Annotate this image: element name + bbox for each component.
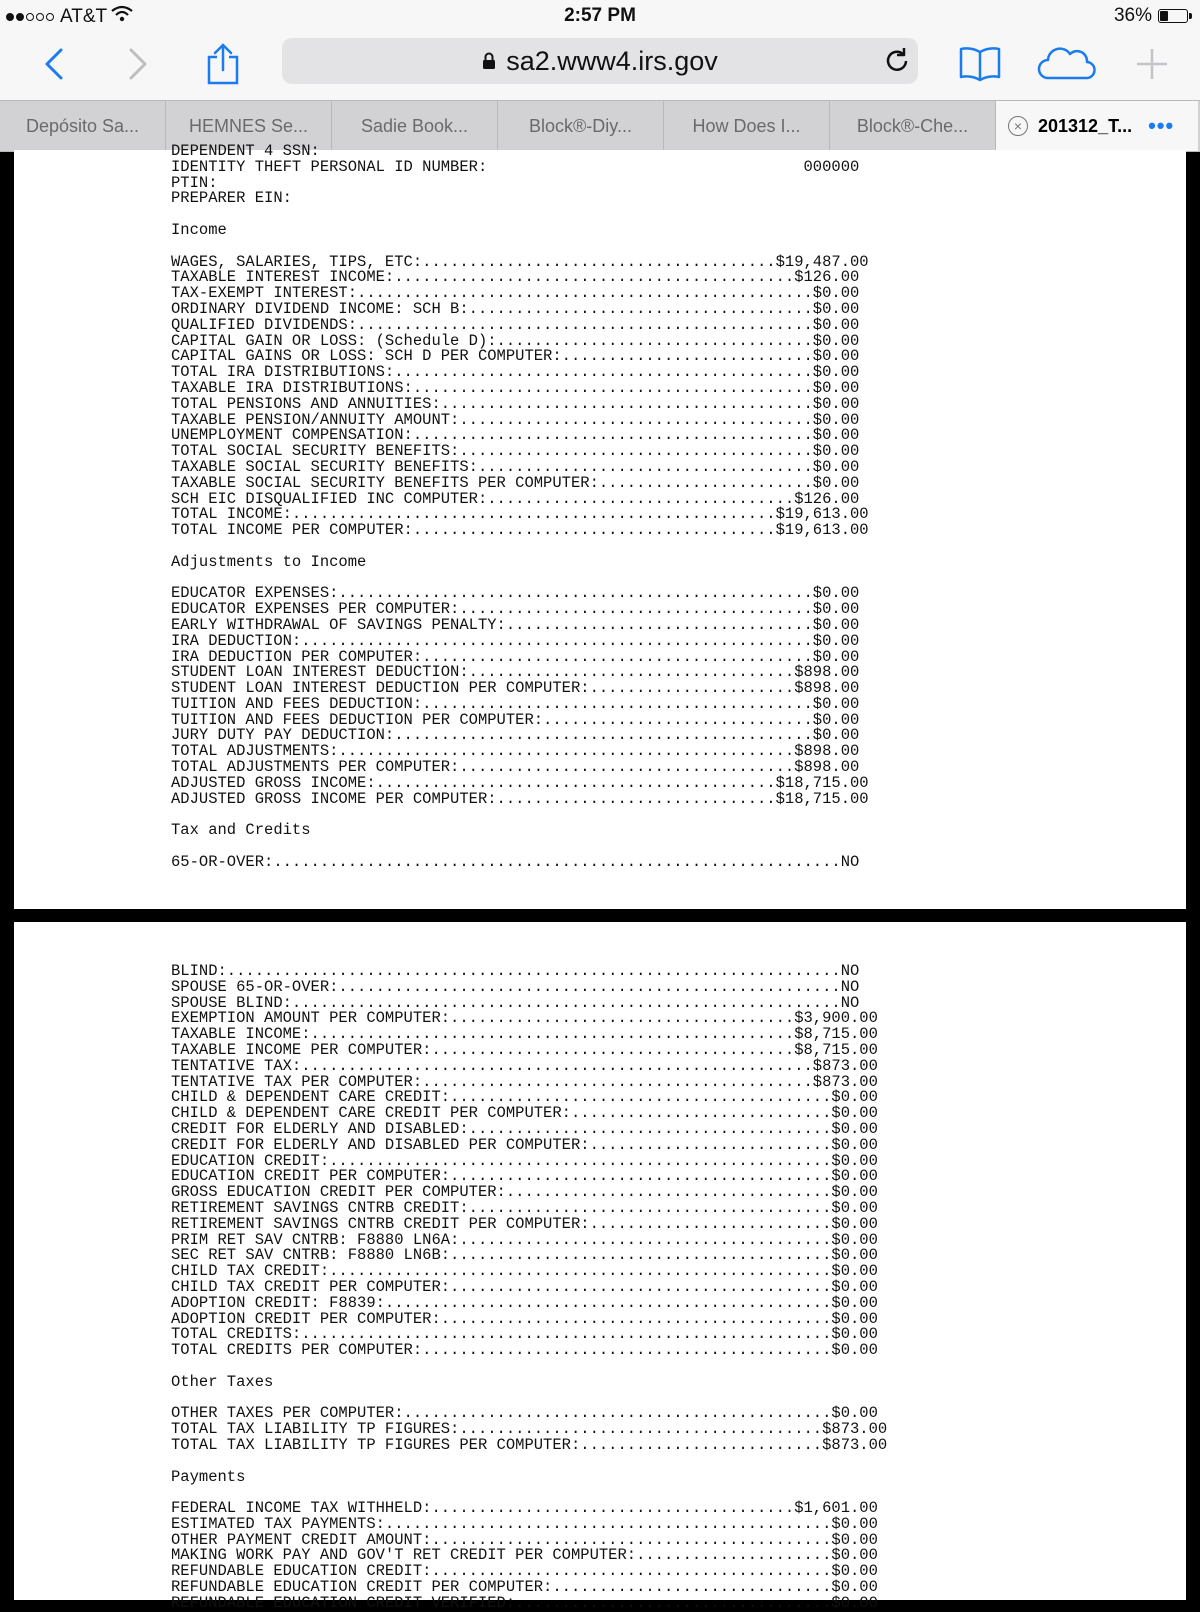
transcript-line: TOTAL CREDITS PER COMPUTER:............................................$0.00 [171,1341,878,1360]
transcript-line: TOTAL ADJUSTMENTS PER COMPUTER:....................................$898.00 [171,758,860,777]
tab-active[interactable] [996,101,1198,151]
transcript-line: STUDENT LOAN INTEREST DEDUCTION PER COMPUTER:......................$898.00 [171,679,860,698]
transcript-line: PTIN: [171,173,218,192]
transcript-line: TENTATIVE TAX PER COMPUTER:..........................................$873.00 [171,1072,878,1091]
transcript-line: EDUCATOR EXPENSES:...................................................$0.00 [171,584,860,603]
transcript-line: BLIND:..................................................................NO [171,962,860,980]
bookmarks-icon[interactable] [956,40,1004,88]
transcript-line: REFUNDABLE EDUCATION CREDIT:...........................................$0.00 [171,1562,878,1581]
transcript-line: TOTAL TAX LIABILITY TP FIGURES PER COMPUTER:..........................$873.00 [171,1435,888,1454]
carrier-label: AT&T [60,6,108,27]
transcript-line: DEPENDENT 4 SSN: [171,142,320,160]
transcript-line: ADOPTION CREDIT PER COMPUTER:..........................................$0.00 [171,1309,878,1328]
transcript-line: GROSS EDUCATION CREDIT PER COMPUTER:...................................$0.00 [171,1183,878,1202]
transcript-line: SPOUSE BLIND:...........................................................NO [171,993,860,1012]
transcript-line: OTHER TAXES PER COMPUTER:..............................................$0.00 [171,1404,878,1423]
transcript-line: Payments [171,1467,246,1486]
document-page-2 [14,922,1186,1612]
share-icon[interactable] [199,40,247,88]
tab-label: Block®-Che... [856,115,969,136]
transcript-line: PREPARER EIN: [171,189,292,208]
transcript-line: TOTAL TAX LIABILITY TP FIGURES:.......................................$873.00 [171,1420,888,1439]
transcript-line: TAXABLE SOCIAL SECURITY BENEFITS PER COMPUTER:.......................$0.00 [171,473,860,492]
clock: 2:57 PM [564,5,636,26]
transcript-line: SEC RET SAV CNTRB: F8880 LN6B:.........................................$0.00 [171,1246,878,1265]
battery-icon [1158,9,1188,23]
status-right [1114,5,1188,27]
transcript-text-page-1 [171,144,869,871]
transcript-line: UNEMPLOYMENT COMPENSATION:...........................................$0.00 [171,426,860,445]
transcript-line: EDUCATION CREDIT PER COMPUTER:.........................................$0.00 [171,1167,878,1186]
transcript-line: TOTAL CREDITS:.........................................................$0.00 [171,1325,878,1344]
transcript-line: IRA DEDUCTION:.......................................................$0.00 [171,631,860,650]
transcript-line: CHILD TAX CREDIT PER COMPUTER:.........................................$0.00 [171,1277,878,1296]
transcript-line: SCH EIC DISQUALIFIED INC COMPUTER:.................................$126.00 [171,489,860,508]
transcript-line: Adjustments to Income [171,552,367,571]
icloud-tabs-icon[interactable] [1040,40,1088,88]
transcript-line: CHILD TAX CREDIT:......................................................$0.00 [171,1262,878,1281]
tab-label: HEMNES Se... [188,115,309,136]
blank-line [171,207,869,223]
transcript-line: TAXABLE SOCIAL SECURITY BENEFITS:....................................$0.00 [171,457,860,476]
transcript-line: EXEMPTION AMOUNT PER COMPUTER:.....................................$3,900.00 [171,1009,878,1028]
transcript-line: EARLY WITHDRAWAL OF SAVINGS PENALTY:.................................$0.00 [171,615,860,634]
transcript-line: TUITION AND FEES DEDUCTION PER COMPUTER:.............................$0.00 [171,710,860,729]
transcript-line: TAXABLE PENSION/ANNUITY AMOUNT:......................................$0.00 [171,410,860,429]
transcript-line: CAPITAL GAINS OR LOSS: SCH D PER COMPUTER:...........................$0.00 [171,347,860,366]
transcript-line: TUITION AND FEES DEDUCTION:..........................................$0.00 [171,694,860,713]
transcript-line: CHILD & DEPENDENT CARE CREDIT:.........................................$0.00 [171,1088,878,1107]
transcript-line: TAXABLE IRA DISTRIBUTIONS:...........................................$0.00 [171,378,860,397]
transcript-line: REFUNDABLE EDUCATION CREDIT PER COMPUTER:..............................$0.00 [171,1578,878,1597]
transcript-line: TENTATIVE TAX:.......................................................$873.00 [171,1056,878,1075]
tab-label: Depósito Sa... [25,115,140,136]
tab-label: 201312_T... [1038,115,1133,136]
transcript-line: ADOPTION CREDIT: F8839:................................................$0.00 [171,1293,878,1312]
reload-icon[interactable] [884,47,910,82]
transcript-line: Tax and Credits [171,821,311,840]
transcript-line: OTHER PAYMENT CREDIT AMOUNT:...........................................$0.00 [171,1530,878,1549]
transcript-line: EDUCATION CREDIT:......................................................$0.00 [171,1151,878,1170]
more-icon[interactable]: ••• [1148,113,1175,138]
transcript-line: REFUNDABLE EDUCATION CREDIT VERIFIED:..................................$0.00 [171,1593,878,1612]
transcript-line: RETIREMENT SAVINGS CNTRB CREDIT:.......................................$0.00 [171,1198,878,1217]
blank-line [171,1454,887,1470]
new-tab-icon[interactable] [1128,40,1176,88]
transcript-line: ADJUSTED GROSS INCOME PER COMPUTER:..............................$18,715.00 [171,789,869,808]
battery-fill [1160,11,1168,21]
transcript-line: TOTAL SOCIAL SECURITY BENEFITS:......................................$0.00 [171,442,860,461]
transcript-line: TOTAL PENSIONS AND ANNUITIES:........................................$0.00 [171,394,860,413]
transcript-line: CAPITAL GAIN OR LOSS: (Schedule D):..................................$0.00 [171,331,860,350]
document-page-1 [14,142,1186,909]
battery-percent: 36% [1113,5,1152,26]
transcript-line: TAXABLE INTEREST INCOME:...........................................$126.00 [171,268,860,287]
transcript-line: Other Taxes [171,1372,274,1391]
close-tab-icon[interactable]: × [1008,116,1028,136]
transcript-line: WAGES, SALARIES, TIPS, ETC:......................................$19,487.00 [171,252,869,271]
transcript-line: STUDENT LOAN INTEREST DEDUCTION:...................................$898.00 [171,663,860,682]
transcript-line: TOTAL INCOME PER COMPUTER:.......................................$19,613.00 [171,521,869,540]
transcript-text-page-2 [171,964,887,1612]
transcript-line: TOTAL ADJUSTMENTS:.................................................$898.00 [171,742,860,761]
transcript-line: TOTAL INCOME:....................................................$19,613.00 [171,505,869,524]
transcript-line: ADJUSTED GROSS INCOME:...........................................$18,715.00 [171,773,869,792]
transcript-line: CREDIT FOR ELDERLY AND DISABLED:.......................................$0.00 [171,1119,878,1138]
transcript-line: TAXABLE INCOME PER COMPUTER:.......................................$8,715.00 [171,1040,878,1059]
lock-icon [482,52,496,70]
transcript-line: IDENTITY THEFT PERSONAL ID NUMBER: 000000 [171,157,860,176]
transcript-line: ORDINARY DIVIDEND INCOME: SCH B:.....................................$0.00 [171,299,860,318]
transcript-line: ESTIMATED TAX PAYMENTS:................................................$0.00 [171,1514,878,1533]
transcript-line: 65-OR-OVER:.............................................................NO [171,852,860,871]
transcript-line: CREDIT FOR ELDERLY AND DISABLED PER COMPUTER:..........................$0.00 [171,1135,878,1154]
transcript-line: CHILD & DEPENDENT CARE CREDIT PER COMPUTER:............................$0.00 [171,1104,878,1123]
address-bar[interactable] [282,38,918,84]
transcript-line: FEDERAL INCOME TAX WITHHELD:.......................................$1,601.00 [171,1499,878,1518]
blank-line [171,1359,887,1375]
browser-toolbar [0,32,1200,100]
tab-label: How Does I... [692,115,801,136]
transcript-line: TOTAL IRA DISTRIBUTIONS:.............................................$0.00 [171,363,860,382]
transcript-line: JURY DUTY PAY DEDUCTION:.............................................$0.00 [171,726,860,745]
tab[interactable] [0,101,166,151]
tab-label: Sadie Book... [360,115,469,136]
transcript-line: TAX-EXEMPT INTEREST:.................................................$0.00 [171,284,860,303]
transcript-line: IRA DEDUCTION PER COMPUTER:..........................................$0.00 [171,647,860,666]
url-text: sa2.www4.irs.gov [506,45,718,76]
transcript-line: QUALIFIED DIVIDENDS:.................................................$0.00 [171,315,860,334]
transcript-line: EDUCATOR EXPENSES PER COMPUTER:......................................$0.00 [171,600,860,619]
transcript-line: MAKING WORK PAY AND GOV'T RET CREDIT PER COMPUTER:.....................$0.00 [171,1546,878,1565]
back-icon[interactable] [30,40,78,88]
transcript-line: SPOUSE 65-OR-OVER:......................................................NO [171,977,860,996]
transcript-line: TAXABLE INCOME:....................................................$8,715.00 [171,1025,878,1044]
transcript-line: RETIREMENT SAVINGS CNTRB CREDIT PER COMPUTER:..........................$0.00 [171,1214,878,1233]
transcript-line: Income [171,220,227,239]
status-bar [0,0,1200,32]
forward-icon[interactable] [114,40,162,88]
tab-label: Block®-Diy... [529,115,632,136]
transcript-line: PRIM RET SAV CNTRB: F8880 LN6A:........................................$0.00 [171,1230,878,1249]
